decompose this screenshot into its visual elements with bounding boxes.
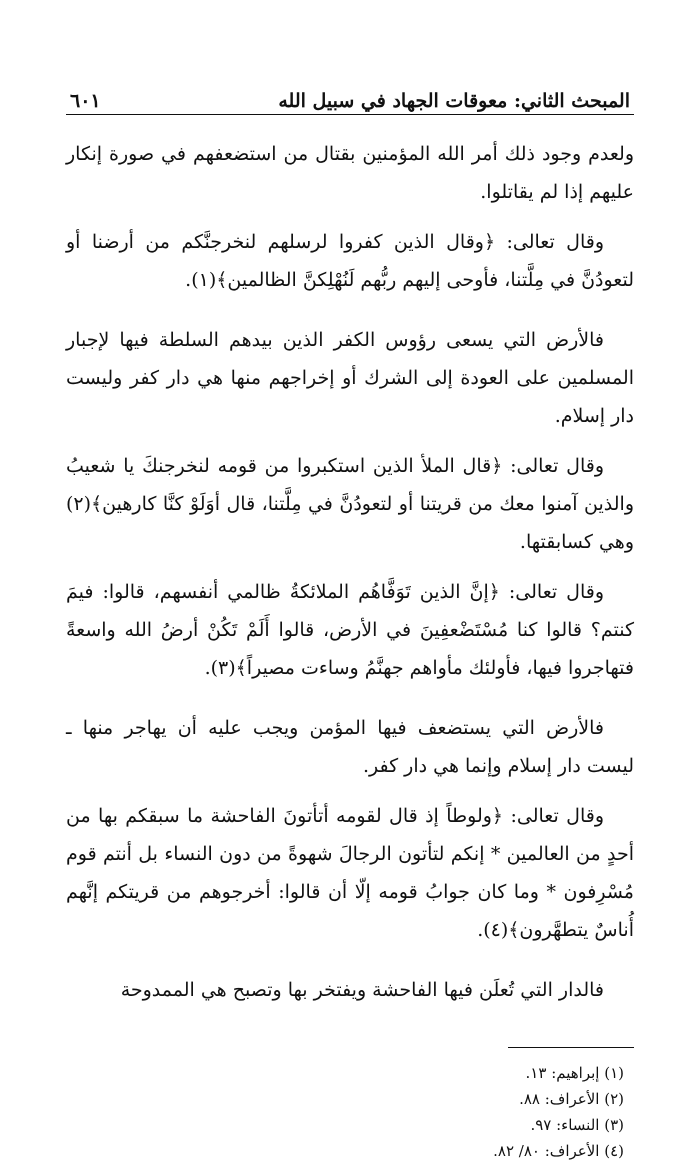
footnote-divider [508, 1047, 634, 1048]
book-page [66, 78, 634, 1164]
footnote: (١) إبراهيم: ١٣. [525, 1064, 624, 1082]
chapter-title: المبحث الثاني: معوقات الجهاد في سبيل الله [278, 90, 630, 112]
paragraph: وقال تعالى: ﴿إنَّ الذين تَوَفَّاهُم الملائكةُ ظالمي أنفسهم، قالوا: فيمَ كنتم؟ قالوا كنا مُسْتَضْعفِينَ في الأرض، قالوا أَلَمْ تَكُنْ أرضُ الله واسعةً فتهاجروا فيها، فأولئك مأواهم جهنَّمُ وساءت مصيراً﴾(٣). [66, 581, 634, 679]
paragraph: وقال تعالى: ﴿ولوطاً إذ قال لقومه أتأتونَ الفاحشة ما سبقكم بها من أحدٍ من العالمين * إنكم لتأتون الرجالَ شهوةً من دون النساء بل أنتم قوم مُسْرِفون * وما كان جوابُ قومه إلّا أن قالوا: أخرجوهم من قريتكم إنَّهم أُناسٌ يتطهَّرون﴾(٤). [66, 805, 634, 941]
running-header [66, 78, 634, 115]
paragraph: فالأرض التي يسعى رؤوس الكفر الذين بيدهم السلطة فيها لإجبار المسلمين على العودة إلى الشرك أو إخراجهم منها هي دار كفر وليست دار إسلام. [66, 329, 634, 427]
paragraph: وقال تعالى: ﴿قال الملأ الذين استكبروا من قومه لنخرجنكَ يا شعيبُ والذين آمنوا معك من قريتنا أو لتعودُنَّ في مِلَّتنا، قال أوَلَوْ كنَّا كارهين﴾(٢) وهي كسابقتها. [66, 455, 634, 553]
main-text [66, 135, 634, 1009]
page-number: ٦٠١ [70, 90, 101, 112]
footnote: (٢) الأعراف: ٨٨. [519, 1090, 624, 1108]
paragraph: فالأرض التي يستضعف فيها المؤمن ويجب عليه أن يهاجر منها ـ ليست دار إسلام وإنما هي دار كفر. [66, 717, 634, 777]
footnotes [66, 1060, 634, 1164]
paragraph: وقال تعالى: ﴿وقال الذين كفروا لرسلهم لنخرجنَّكم من أرضنا أو لتعودُنَّ في مِلَّتنا، فأوحى إليهم ربُّهم لَنُهْلِكنَّ الظالمين﴾(١). [66, 231, 634, 291]
paragraph: ولعدم وجود ذلك أمر الله المؤمنين بقتال من استضعفهم في صورة إنكار عليهم إذا لم يقاتلوا. [66, 143, 634, 203]
footnote: (٤) الأعراف: ٨٠/ ٨٢. [493, 1142, 624, 1160]
paragraph: فالدار التي تُعلَن فيها الفاحشة ويفتخر بها وتصبح هي الممدوحة [120, 979, 604, 1001]
footnote: (٣) النساء: ٩٧. [530, 1116, 624, 1134]
